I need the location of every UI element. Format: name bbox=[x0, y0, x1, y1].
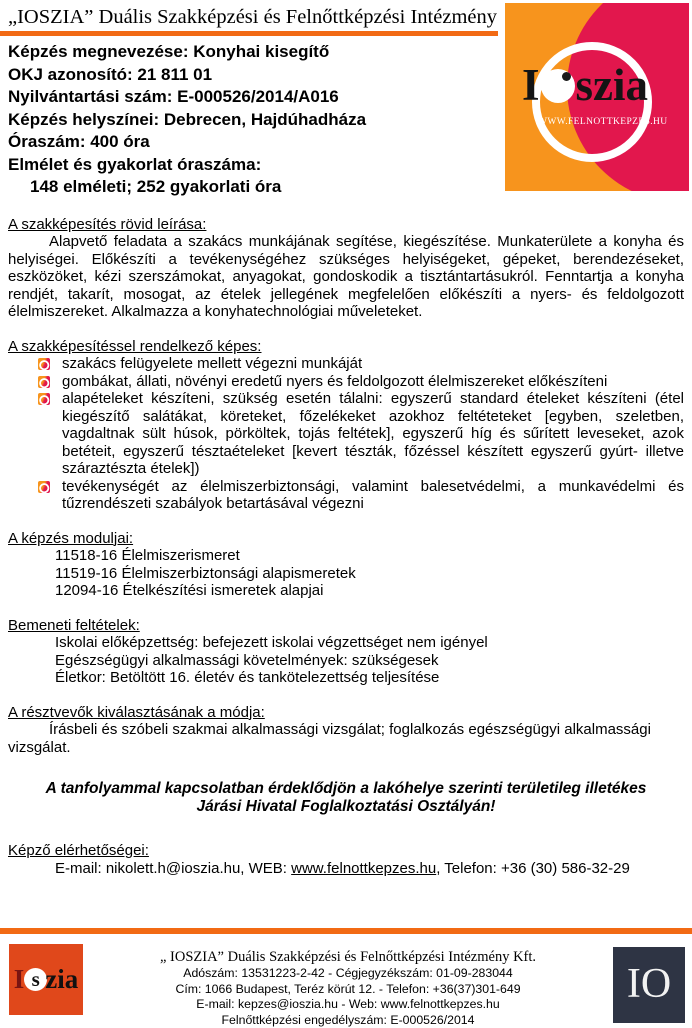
contact-notice: A tanfolyammal kapcsolatban érdeklődjön a lakóhelye szerinti területileg illetékes Járási Hivatal Foglalkoztatási Osztályán! bbox=[34, 780, 658, 815]
selection-method-heading: A résztvevők kiválasztásának a módja: bbox=[8, 704, 684, 722]
list-item-text: alapételeket készíteni, szükség esetén tálalni: egyszerű standard ételeket készíteni (étel kiegészítő salátákat, köreteket, főzelékeket azokhoz feltéteteket [egyben, szeletben, vagdaltnak sült húsok, pörköltek, tojás feltétek], egyszerű híg és sűrített leveseket, azok betéteit, egyszerű tésztaételeket [kevert tészták, főzéssel készített egyszerű gyúrt- illetve száraztészta ételek]) bbox=[62, 390, 684, 477]
footer-address-line: Cím: 1066 Budapest, Teréz körút 12. - Telefon: +36(37)301-649 bbox=[83, 982, 613, 998]
contact-phone-text: , Telefon: +36 (30) 586-32-29 bbox=[436, 860, 630, 877]
description-paragraph: Alapvető feladata a szakács munkájának segítése, kiegészítése. Munkaterülete a konyha és helyiségei. Előkészíti a tevékenységéhez szükséges helyiségeket, gépeket, berendezéseket, eszközöket, kézi szerszámokat, anyagokat, gondoskodik a tisztántartásukról. Fenntartja a konyha rendjét, takarít, mosogat, az ételek jellegének megfelelően előkészíti a nyers- és feldolgozott élelmiszereket. Alkalmazza a konyhatechnológiai műveleteket. bbox=[8, 233, 684, 321]
footer-company-name: „ IOSZIA” Duális Szakképzési és Felnőttképzési Intézmény Kft. bbox=[83, 949, 613, 966]
list-item bbox=[8, 478, 684, 513]
logo-o-dot-icon bbox=[562, 72, 571, 81]
header-divider bbox=[0, 31, 498, 36]
contact-email-text: E-mail: nikolett.h@ioszia.hu, WEB: bbox=[55, 860, 291, 877]
footer-logo-s-circle-icon: s bbox=[24, 968, 47, 991]
course-name-line: Képzés megnevezése: Konyhai kisegítő bbox=[8, 41, 508, 64]
square-bullet-icon bbox=[38, 358, 50, 370]
theory-practice-line: Elmélet és gyakorlat óraszáma: bbox=[8, 154, 508, 177]
entry-item: Életkor: Betöltött 16. életév és tankötelezettség teljesítése bbox=[8, 669, 684, 687]
footer-company-block bbox=[83, 944, 613, 1028]
competencies-list bbox=[8, 355, 684, 513]
ioszia-logo bbox=[505, 3, 689, 191]
logo-letters-szia: szia bbox=[576, 63, 649, 108]
institution-title: „IOSZIA” Duális Szakképzési és Felnőttképzési Intézmény bbox=[0, 0, 692, 29]
entry-requirements-list bbox=[8, 634, 684, 687]
entry-item: Egészségügyi alkalmassági követelmények: szükségesek bbox=[8, 652, 684, 670]
competencies-heading: A szakképesítéssel rendelkező képes: bbox=[8, 338, 684, 356]
hours-detail-line: 148 elméleti; 252 gyakorlati óra bbox=[8, 176, 508, 199]
contact-heading: Képző elérhetőségei: bbox=[8, 842, 684, 860]
footer-logo-letter-i: I bbox=[14, 971, 25, 989]
list-item bbox=[8, 390, 684, 478]
course-info-block bbox=[8, 41, 508, 199]
entry-requirements-heading: Bemeneti feltételek: bbox=[8, 617, 684, 635]
logo-o-circle-icon bbox=[541, 69, 575, 103]
footer-io-logo: IO bbox=[613, 947, 685, 1023]
footer-ioszia-logo bbox=[9, 944, 83, 1015]
square-bullet-icon bbox=[38, 376, 50, 388]
logo-wordmark bbox=[522, 63, 648, 108]
entry-item: Iskolai előképzettség: befejezett iskolai végzettséget nem igényel bbox=[8, 634, 684, 652]
logo-website-text: WWW.FELNOTTKEPZES.HU bbox=[538, 117, 668, 128]
list-item-text: szakács felügyelete mellett végezni munkáját bbox=[62, 355, 362, 372]
list-item-text: tevékenységét az élelmiszerbiztonsági, valamint balesetvédelmi, a munkavédelmi és tűzrendészeti szabályok betartásával végezni bbox=[62, 478, 684, 513]
footer-divider bbox=[0, 928, 692, 934]
module-item: 12094-16 Ételkészítési ismeretek alapjai bbox=[8, 582, 684, 600]
page-footer bbox=[0, 944, 692, 1028]
logo-letter-i: I bbox=[522, 63, 540, 108]
list-item bbox=[8, 355, 684, 373]
modules-list bbox=[8, 547, 684, 600]
locations-line: Képzés helyszínei: Debrecen, Hajdúhadháza bbox=[8, 109, 508, 132]
registration-number-line: Nyilvántartási szám: E-000526/2014/A016 bbox=[8, 86, 508, 109]
hours-line: Óraszám: 400 óra bbox=[8, 131, 508, 154]
selection-method-paragraph: Írásbeli és szóbeli szakmai alkalmassági vizsgálat; foglalkozás egészségügyi alkalmassági vizsgálat. bbox=[8, 721, 684, 756]
description-heading: A szakképesítés rövid leírása: bbox=[8, 216, 684, 234]
website-link[interactable]: www.felnottkepzes.hu bbox=[291, 860, 436, 877]
footer-tax-line: Adószám: 13531223-2-42 - Cégjegyzékszám: 01-09-283044 bbox=[83, 966, 613, 982]
square-bullet-icon bbox=[38, 481, 50, 493]
module-item: 11518-16 Élelmiszerismeret bbox=[8, 547, 684, 565]
footer-email-web-line: E-mail: kepzes@ioszia.hu - Web: www.felnottkepzes.hu bbox=[83, 997, 613, 1013]
footer-logo-letters-zia: zia bbox=[45, 971, 78, 989]
list-item bbox=[8, 373, 684, 391]
list-item-text: gombákat, állati, növényi eredetű nyers és feldolgozott élelmiszereket előkészíteni bbox=[62, 373, 607, 390]
okj-id-line: OKJ azonosító: 21 811 01 bbox=[8, 64, 508, 87]
modules-heading: A képzés moduljai: bbox=[8, 530, 684, 548]
footer-license-line: Felnőttképzési engedélyszám: E-000526/2014 bbox=[83, 1013, 613, 1028]
module-item: 11519-16 Élelmiszerbiztonsági alapismeretek bbox=[8, 565, 684, 583]
square-bullet-icon bbox=[38, 393, 50, 405]
contact-line bbox=[8, 860, 684, 878]
